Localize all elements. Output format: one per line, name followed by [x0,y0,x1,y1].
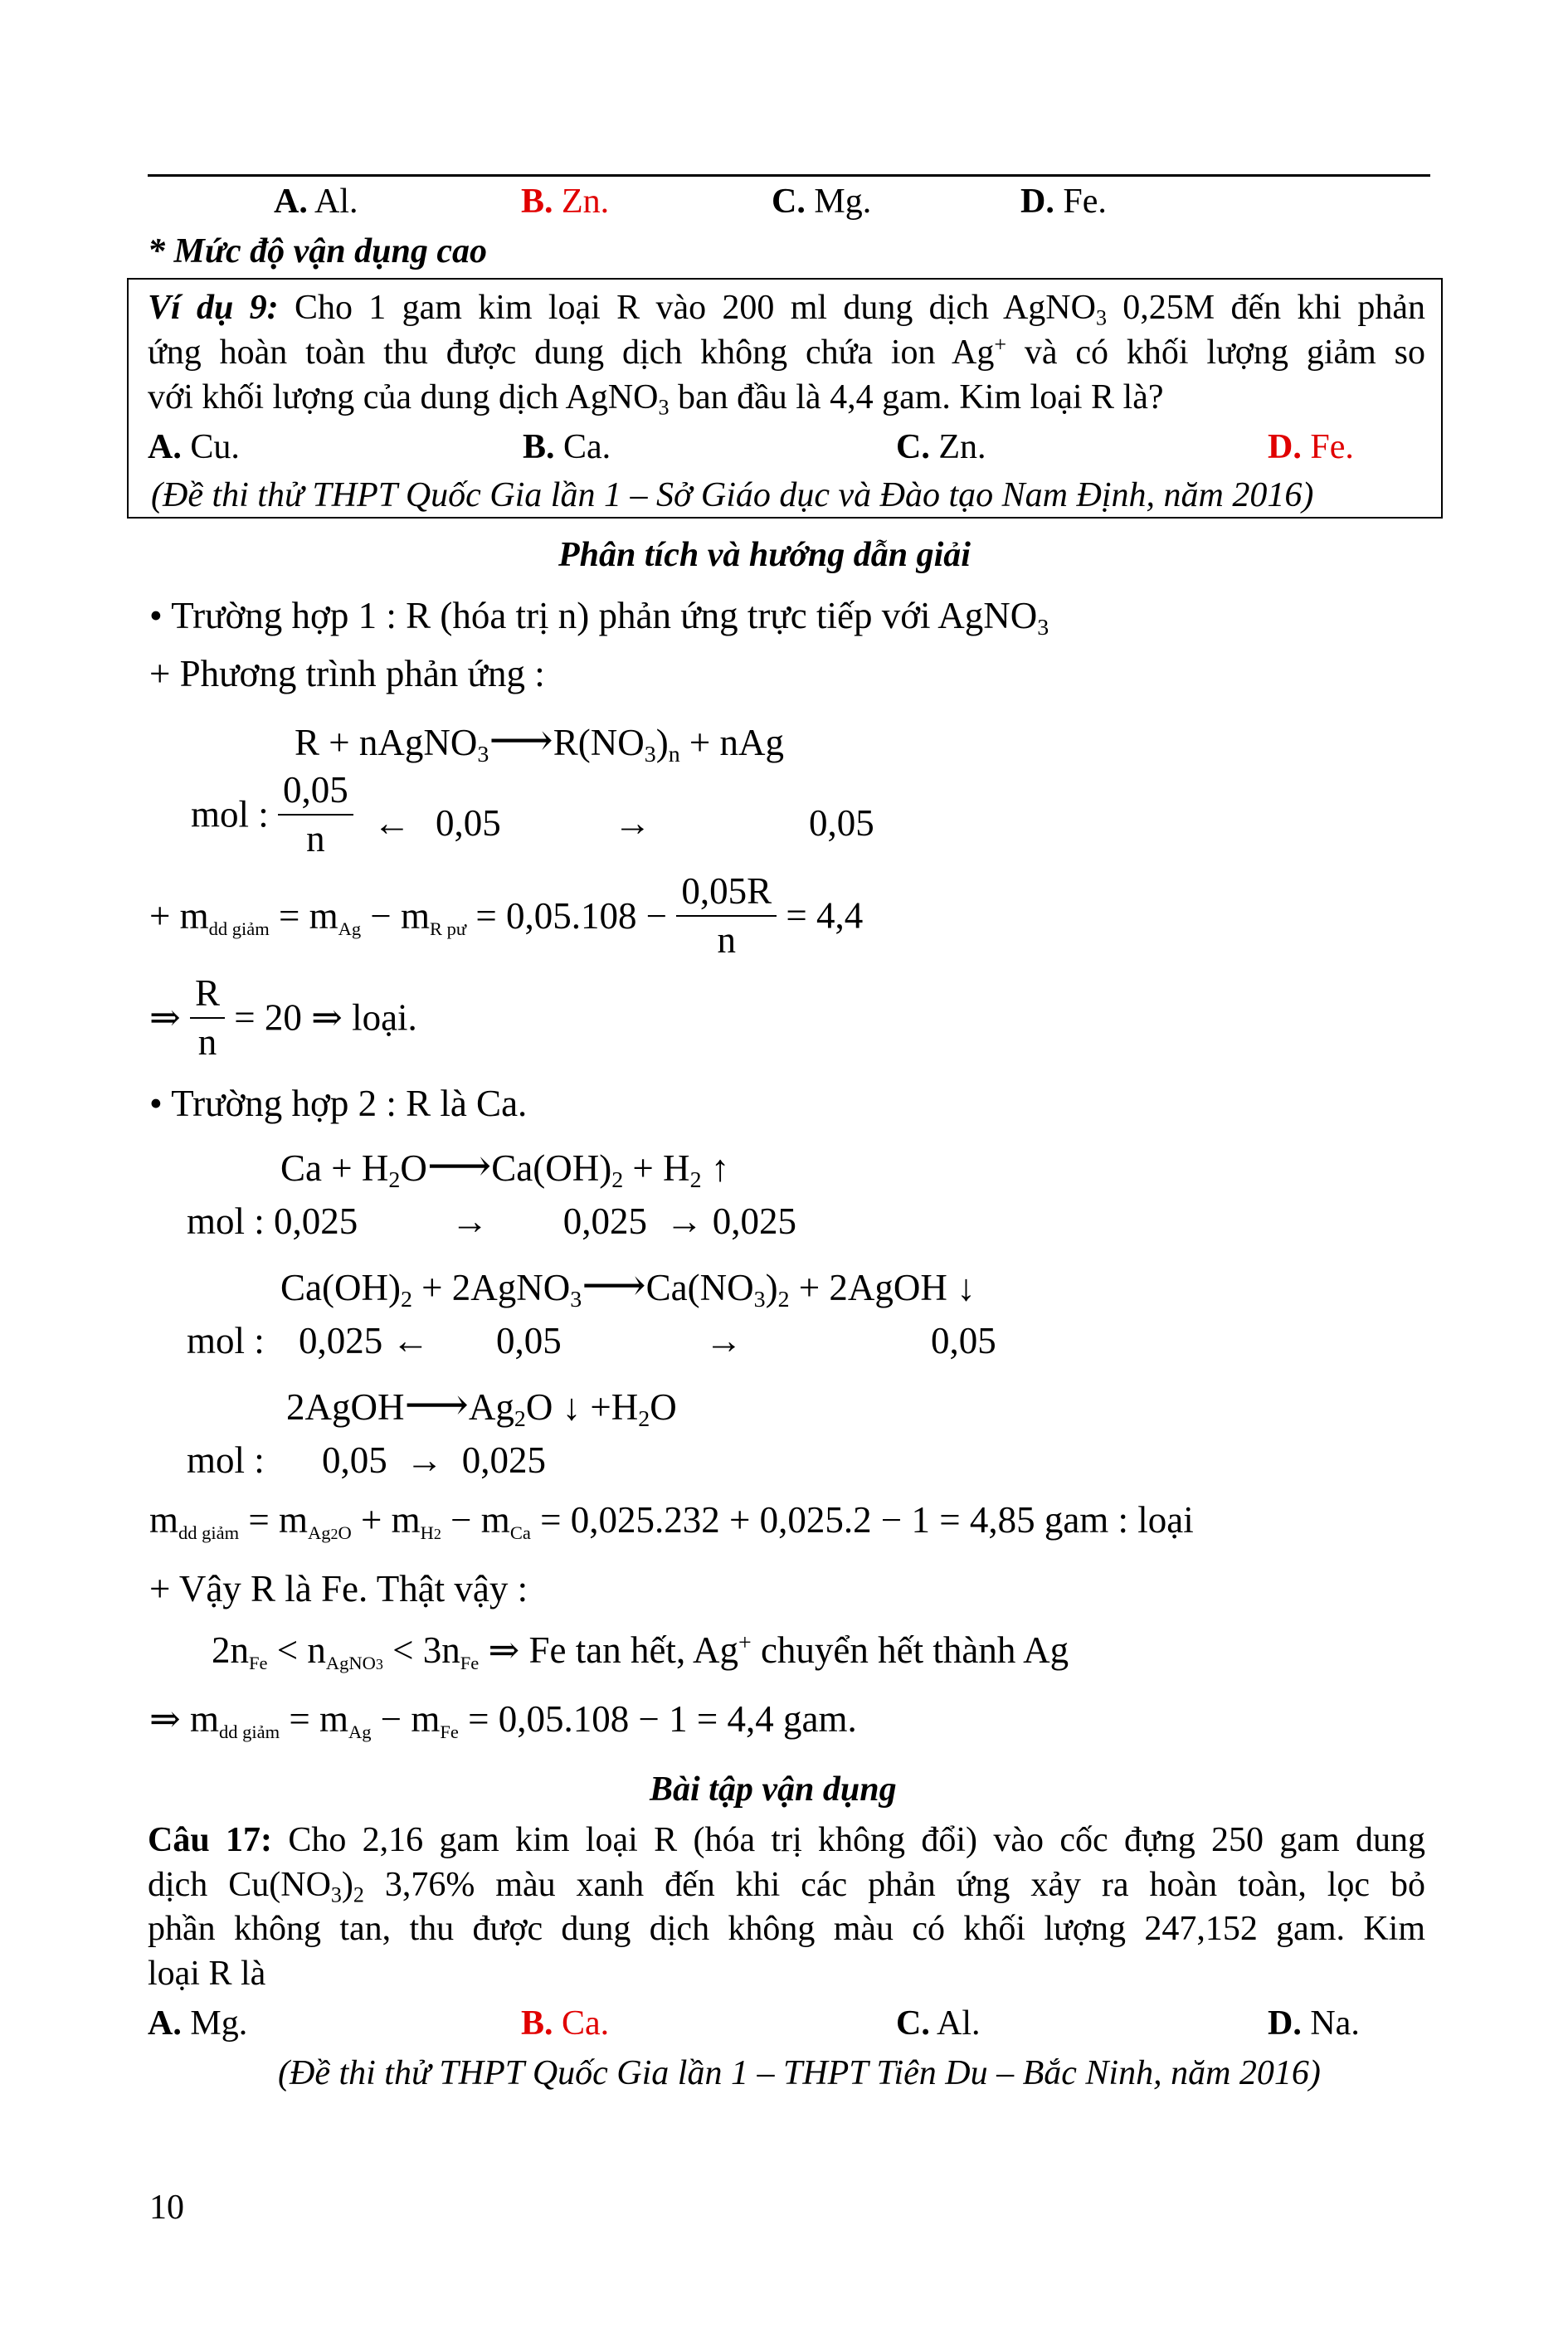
case2-mol-row-3-values: 0,05 → 0,025 [322,1439,546,1481]
top-option-a: A. Al. [274,183,358,221]
case1-mol-fraction: $\frac{0,05}{n}$ [278,772,353,858]
case2-mol-row-1: mol : 0,025 → 0,025 → 0,025 [187,1200,797,1242]
exercise-option-c: C. Al. [896,2004,981,2043]
case1-mol-value-3: 0,05 [809,802,874,844]
case2-reaction-3: $2AgOH⟶Ag_2O$ ↓ $+H_2O$ [286,1380,677,1432]
case1-result-fraction: $\frac{R}{n}$ [190,975,225,1061]
exercise-line-3: phần không tan, thu được dung dịch không màu có khối lượng 247,152 gam. Kim [148,1910,1425,1948]
case2-mol-row-2-value-3: 0,05 [931,1320,996,1361]
conclusion-line-2: $2n_{Fe} < n_{AgNO3} < 3n_{Fe}$ ⇒ Fe tan hết, Ag+ chuyển hết thành Ag [212,1629,1069,1673]
top-rule [148,174,1430,177]
top-option-b: B. Zn. [521,183,610,221]
case2-title: • Trường hợp 2 : R là Ca. [149,1083,528,1124]
case2-mass-row: $m_{dd giảm} = m_{Ag2O} + m_{H2} - m_{Ca} = 0,025.232 + 0,025.2 - 1 = 4,85$ gam : loại [149,1499,1194,1543]
case1-equation-label: + Phương trình phản ứng : [149,653,545,694]
case1-mol-right-arrow: → [614,802,651,844]
case2-reaction-2: $Ca(OH)_2$ + $2AgNO_3⟶Ca(NO_3)_2$ + 2AgOH ↓ [280,1260,976,1312]
example-option-a: A. Cu. [148,428,240,466]
case1-reaction: $R + nAgNO_3⟶R(NO_3)_n$ + nAg [295,715,785,767]
case1-mol-value-2: 0,05 [436,802,501,844]
exercise-line-2: dịch $Cu(NO_3)_2$ 3,76% màu xanh đến khi các phản ứng xảy ra hoàn toàn, lọc bỏ [148,1866,1425,1907]
top-option-d: D. Fe. [1020,183,1107,221]
conclusion-line-1: + Vậy R là Fe. Thật vậy : [149,1568,528,1609]
exercise-line-1: Câu 17: Cho 2,16 gam kim loại R (hóa trị không đổi) vào cốc đựng 250 gam dung [148,1821,1425,1859]
case2-mol-row-2-arrow: → [705,1320,743,1361]
case1-mol-row: mol : $\frac{0,05}{n}$ [191,772,353,858]
case2-mol-row-3-label: mol : [187,1439,265,1481]
case2-reaction-1: $Ca + H_2O⟶Ca(OH)_2 + H_2$ ↑ [280,1141,730,1193]
case2-mol-row-2-value-1: 0,025 ← [299,1320,430,1361]
section-heading: * Mức độ vận dụng cao [148,232,488,270]
analysis-heading: Phân tích và hướng dẫn giải [558,536,971,574]
exercise-option-a: A. Mg. [148,2004,248,2043]
case2-mol-row-2-label: mol : [187,1320,265,1361]
exercise-line-4: loại R là [148,1955,266,1993]
example-line-1: Ví dụ 9: Cho 1 gam kim loại R vào 200 ml dung dịch AgNO$_3$ 0,25M đến khi phản [148,289,1426,330]
example-option-c: C. Zn. [896,428,986,466]
exercise-source: (Đề thi thử THPT Quốc Gia lần 1 – THPT Tiên Du – Bắc Ninh, năm 2016) [278,2054,1321,2092]
case1-mol-left-arrow: ← [373,802,411,844]
example-option-b: B. Ca. [523,428,611,466]
example-option-d: D. Fe. [1268,428,1354,466]
exercise-option-b: B. Ca. [521,2004,610,2043]
case1-mass-row: + $m_{dd giảm} = m_{Ag} - m_{R pư} = 0,05.108$ − $\frac{0,05R}{n}$ = 4,4 [149,870,864,961]
conclusion-line-3: ⇒ $m_{dd giảm} = m_{Ag} - m_{Fe} = 0,05.108 - 1 = 4,4$ gam. [149,1698,857,1742]
example-line-2: ứng hoàn toàn thu được dung dịch không chứa ion Ag+ và có khối lượng giảm so [148,332,1426,372]
top-option-c: C. Mg. [772,183,872,221]
case1-result: ⇒ $\frac{R}{n}$ = 20 ⇒ loại. [149,972,417,1063]
example-line-3: với khối lượng của dung dịch AgNO$_3$ ban đầu là 4,4 gam. Kim loại R là? [148,378,1164,420]
page-number: 10 [149,2189,184,2227]
case2-mol-row-2-value-2: 0,05 [496,1320,562,1361]
case1-mass-fraction: $\frac{0,05R}{n}$ [676,873,777,959]
exercise-option-d: D. Na. [1268,2004,1360,2043]
exercise-heading: Bài tập vận dụng [650,1770,897,1809]
case1-title: • Trường hợp 1 : R (hóa trị n) phản ứng trực tiếp với AgNO$_3$ [149,595,1049,640]
example-source: (Đề thi thử THPT Quốc Gia lần 1 – Sở Giáo dục và Đào tạo Nam Định, năm 2016) [151,476,1314,514]
